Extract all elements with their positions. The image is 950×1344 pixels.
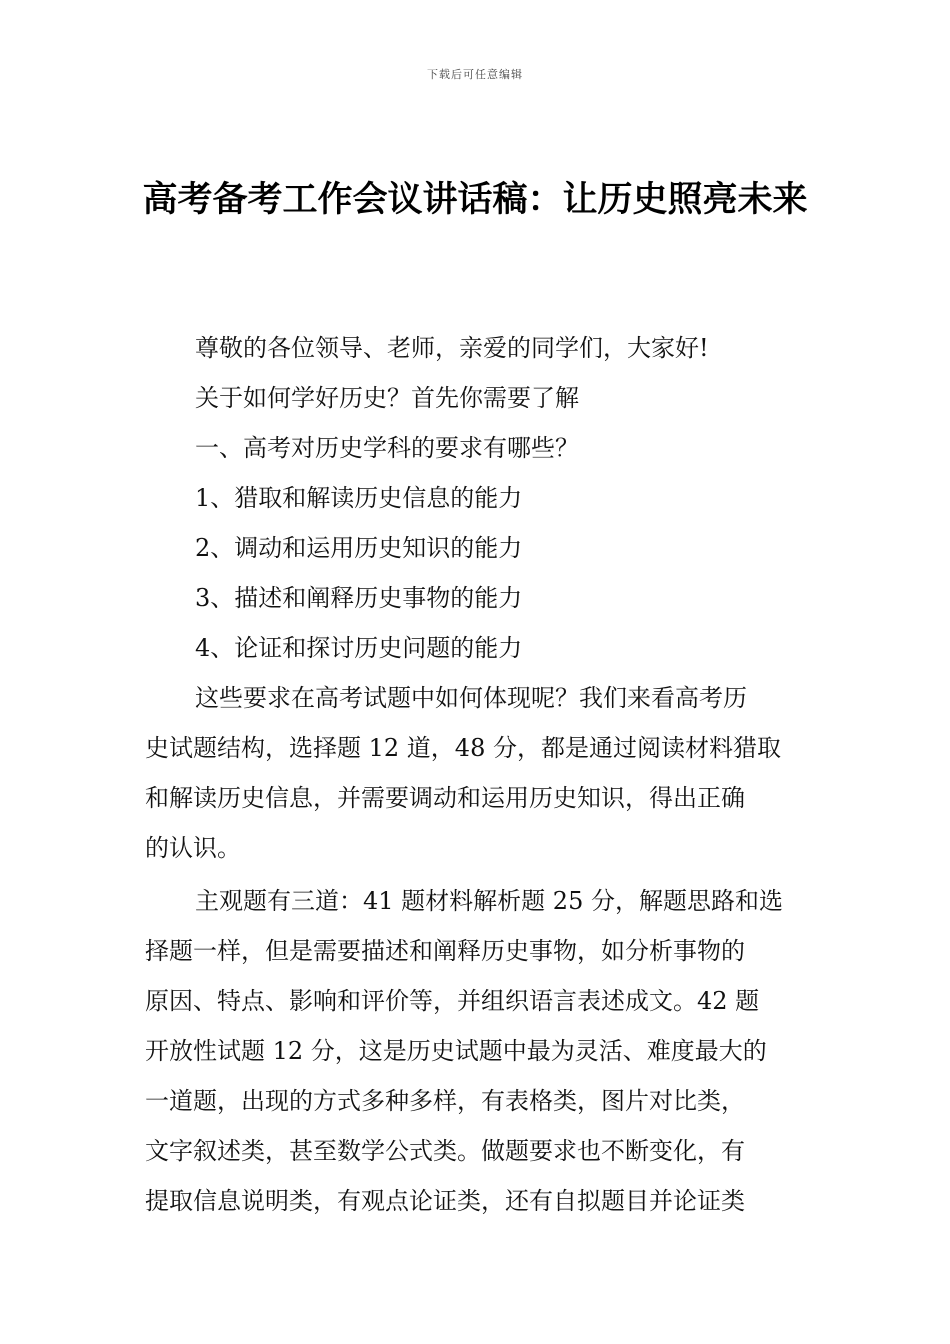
- requirement-item-4: 4、论证和探讨历史问题的能力: [195, 634, 523, 662]
- paragraph-line: 的认识。: [145, 834, 241, 862]
- document-title: 高考备考工作会议讲话稿：让历史照亮未来: [142, 179, 808, 220]
- requirement-item-3: 3、描述和阐释历史事物的能力: [195, 584, 523, 612]
- paragraph-line: 原因、特点、影响和评价等，并组织语言表述成文。42 题: [145, 987, 760, 1015]
- paragraph-line: 提取信息说明类，有观点论证类，还有自拟题目并论证类: [145, 1187, 745, 1215]
- paragraph-line: 史试题结构，选择题 12 道，48 分，都是通过阅读材料猎取: [145, 734, 781, 762]
- intro-line: 关于如何学好历史？首先你需要了解: [195, 384, 579, 412]
- paragraph-line: 择题一样，但是需要描述和阐释历史事物，如分析事物的: [145, 937, 745, 965]
- header-note: 下载后可任意编辑: [427, 68, 523, 81]
- paragraph-line: 这些要求在高考试题中如何体现呢？我们来看高考历: [195, 684, 747, 712]
- document-body: [145, 323, 805, 1226]
- paragraph-line: 一道题，出现的方式多种多样，有表格类，图片对比类，: [145, 1087, 745, 1115]
- paragraph-line: 文字叙述类，甚至数学公式类。做题要求也不断变化，有: [145, 1137, 745, 1165]
- paragraph-line: 和解读历史信息，并需要调动和运用历史知识，得出正确: [145, 784, 745, 812]
- requirement-item-2: 2、调动和运用历史知识的能力: [195, 534, 523, 562]
- paragraph-line: 开放性试题 12 分，这是历史试题中最为灵活、难度最大的: [145, 1037, 767, 1065]
- section-heading: 一、高考对历史学科的要求有哪些？: [195, 434, 579, 462]
- greeting-line: 尊敬的各位领导、老师，亲爱的同学们，大家好!: [195, 334, 709, 362]
- requirement-item-1: 1、猎取和解读历史信息的能力: [195, 484, 523, 512]
- paragraph-line: 主观题有三道：41 题材料解析题 25 分，解题思路和选: [195, 887, 783, 915]
